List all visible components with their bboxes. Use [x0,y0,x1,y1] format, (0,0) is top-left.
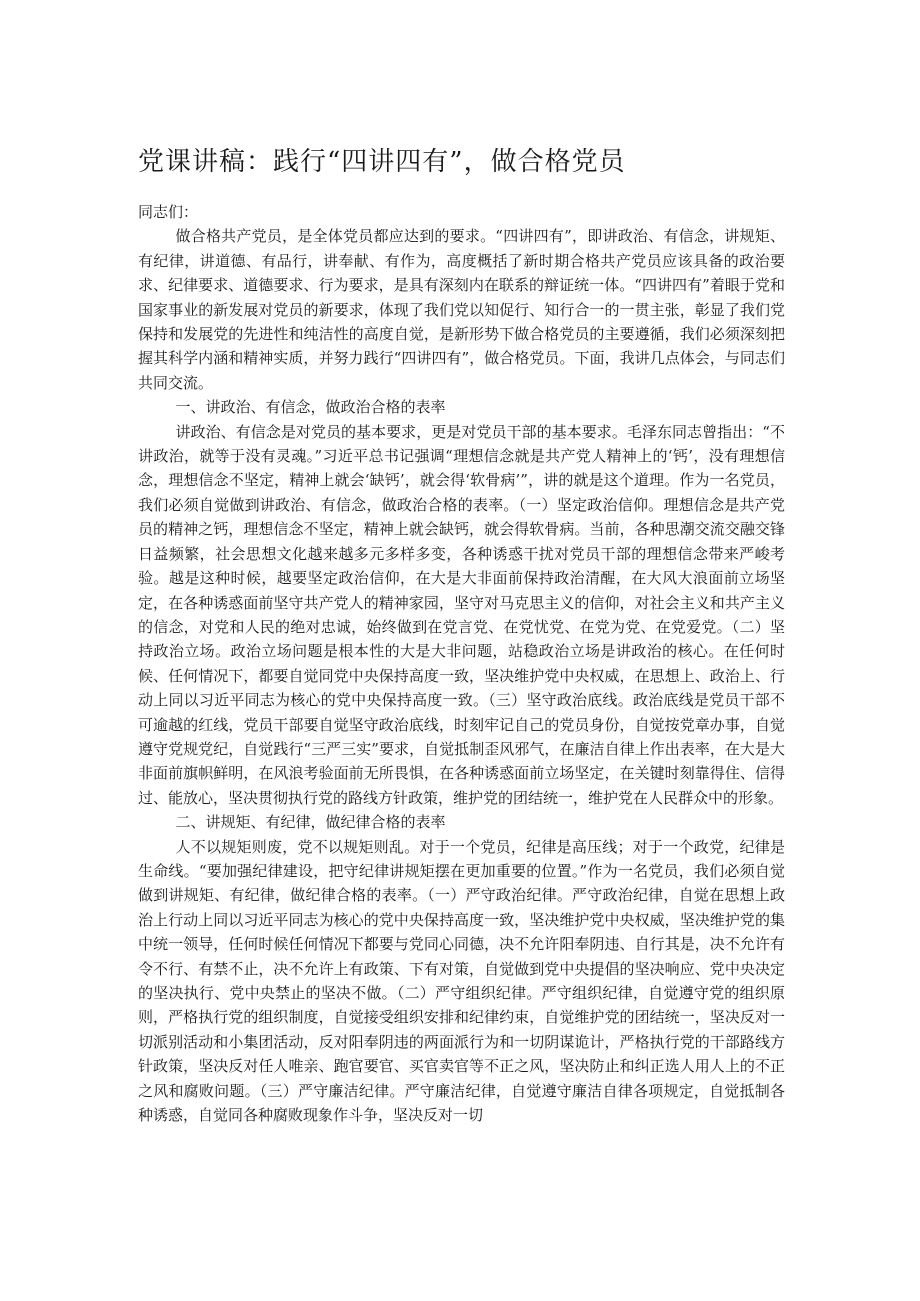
section-1-paragraph: 讲政治、有信念是对党员的基本要求，更是对党员干部的基本要求。毛泽东同志曾指出：“不讲政治，就等于没有灵魂。”习近平总书记强调“理想信念就是共产党人精神上的‘钙’，没有理想信念，理想信念不坚定，精神上就会‘缺钙’，就会得‘软骨病’”，讲的就是这个道理。作为一名党员，我们必须自觉做到讲政治、有信念，做政治合格的表率。（一）坚定政治信仰。理想信念是共产党员的精神之钙，理想信念不坚定，精神上就会缺钙，就会得软骨病。当前，各种思潮交流交融交锋日益频繁，社会思想文化越来越多元多样多变，各种诱惑干扰对党员干部的理想信念带来严峻考验。越是这种时候，越要坚定政治信仰，在大是大非面前保持政治清醒，在大风大浪面前立场坚定，在各种诱惑面前坚守共产党人的精神家园，坚守对马克思主义的信仰，对社会主义和共产主义的信念，对党和人民的绝对忠诚，始终做到在党言党、在党忧党、在党为党、在党爱党。（二）坚持政治立场。政治立场问题是根本性的大是大非问题，站稳政治立场是讲政治的核心。在任何时候、任何情况下，都要自觉同党中央保持高度一致，坚决维护党中央权威，在思想上、政治上、行动上同以习近平同志为核心的党中央保持高度一致。（三）坚守政治底线。政治底线是党员干部不可逾越的红线，党员干部要自觉坚守政治底线，时刻牢记自己的党员身份，自觉按党章办事，自觉遵守党规党纪，自觉践行“三严三实”要求，自觉抵制歪风邪气，在廉洁自律上作出表率，在大是大非面前旗帜鲜明，在风浪考验面前无所畏惧，在各种诱惑面前立场坚定，在关键时刻靠得住、信得过、能放心，坚决贯彻执行党的路线方针政策，维护党的团结统一，维护党在人民群众中的形象。 [138,422,785,807]
intro-paragraph: 做合格共产党员，是全体党员都应达到的要求。“四讲四有”，即讲政治、有信念，讲规矩、有纪律，讲道德、有品行，讲奉献、有作为，高度概括了新时期合格共产党员应该具备的政治要求、纪律要求、道德要求、行为要求，是具有深刻内在联系的辩证统一体。“四讲四有”着眼于党和国家事业的新发展对党员的新要求，体现了我们党以知促行、知行合一的一贯主张，彰显了我们党保持和发展党的先进性和纯洁性的高度自觉，是新形势下做合格党员的主要遵循，我们必须深刻把握其科学内涵和精神实质，并努力践行“四讲四有”，做合格党员。下面，我讲几点体会，与同志们共同交流。 [138,227,785,392]
section-2-paragraph: 人不以规矩则废，党不以规矩则乱。对于一个党员，纪律是高压线；对于一个政党，纪律是生命线。“要加强纪律建设，把守纪律讲规矩摆在更加重要的位置。”作为一名党员，我们必须自觉做到讲规矩、有纪律，做纪律合格的表率。（一）严守政治纪律。严守政治纪律，自觉在思想上政治上行动上同以习近平同志为核心的党中央保持高度一致，坚决维护党中央权威，坚决维护党的集中统一领导，任何时候任何情况下都要与党同心同德，决不允许阳奉阴违、自行其是，决不允许有令不行、有禁不止，决不允许上有政策、下有对策，自觉做到党中央提倡的坚决响应、党中央决定的坚决执行、党中央禁止的坚决不做。（二）严守组织纪律。严守组织纪律，自觉遵守党的组织原则，严格执行党的组织制度，自觉接受组织安排和纪律约束，自觉维护党的团结统一，坚决反对一切派别活动和小集团活动，反对阳奉阴违的两面派行为和一切阴谋诡计，严格执行党的干部路线方针政策，坚决反对任人唯亲、跑官要官、买官卖官等不正之风，坚决防止和纠正选人用人上的不正之风和腐败问题。（三）严守廉洁纪律。严守廉洁纪律，自觉遵守廉洁自律各项规定，自觉抵制各种诱惑，自觉同各种腐败现象作斗争，坚决反对一切 [138,837,785,1125]
document-page [138,140,785,1127]
salutation: 同志们： [138,203,199,221]
document-title: 党课讲稿：践行“四讲四有”，做合格党员 [138,147,626,177]
section-2-heading: 二、讲规矩、有纪律，做纪律合格的表率 [175,813,446,832]
section-1-heading: 一、讲政治、有信念，做政治合格的表率 [175,398,446,417]
